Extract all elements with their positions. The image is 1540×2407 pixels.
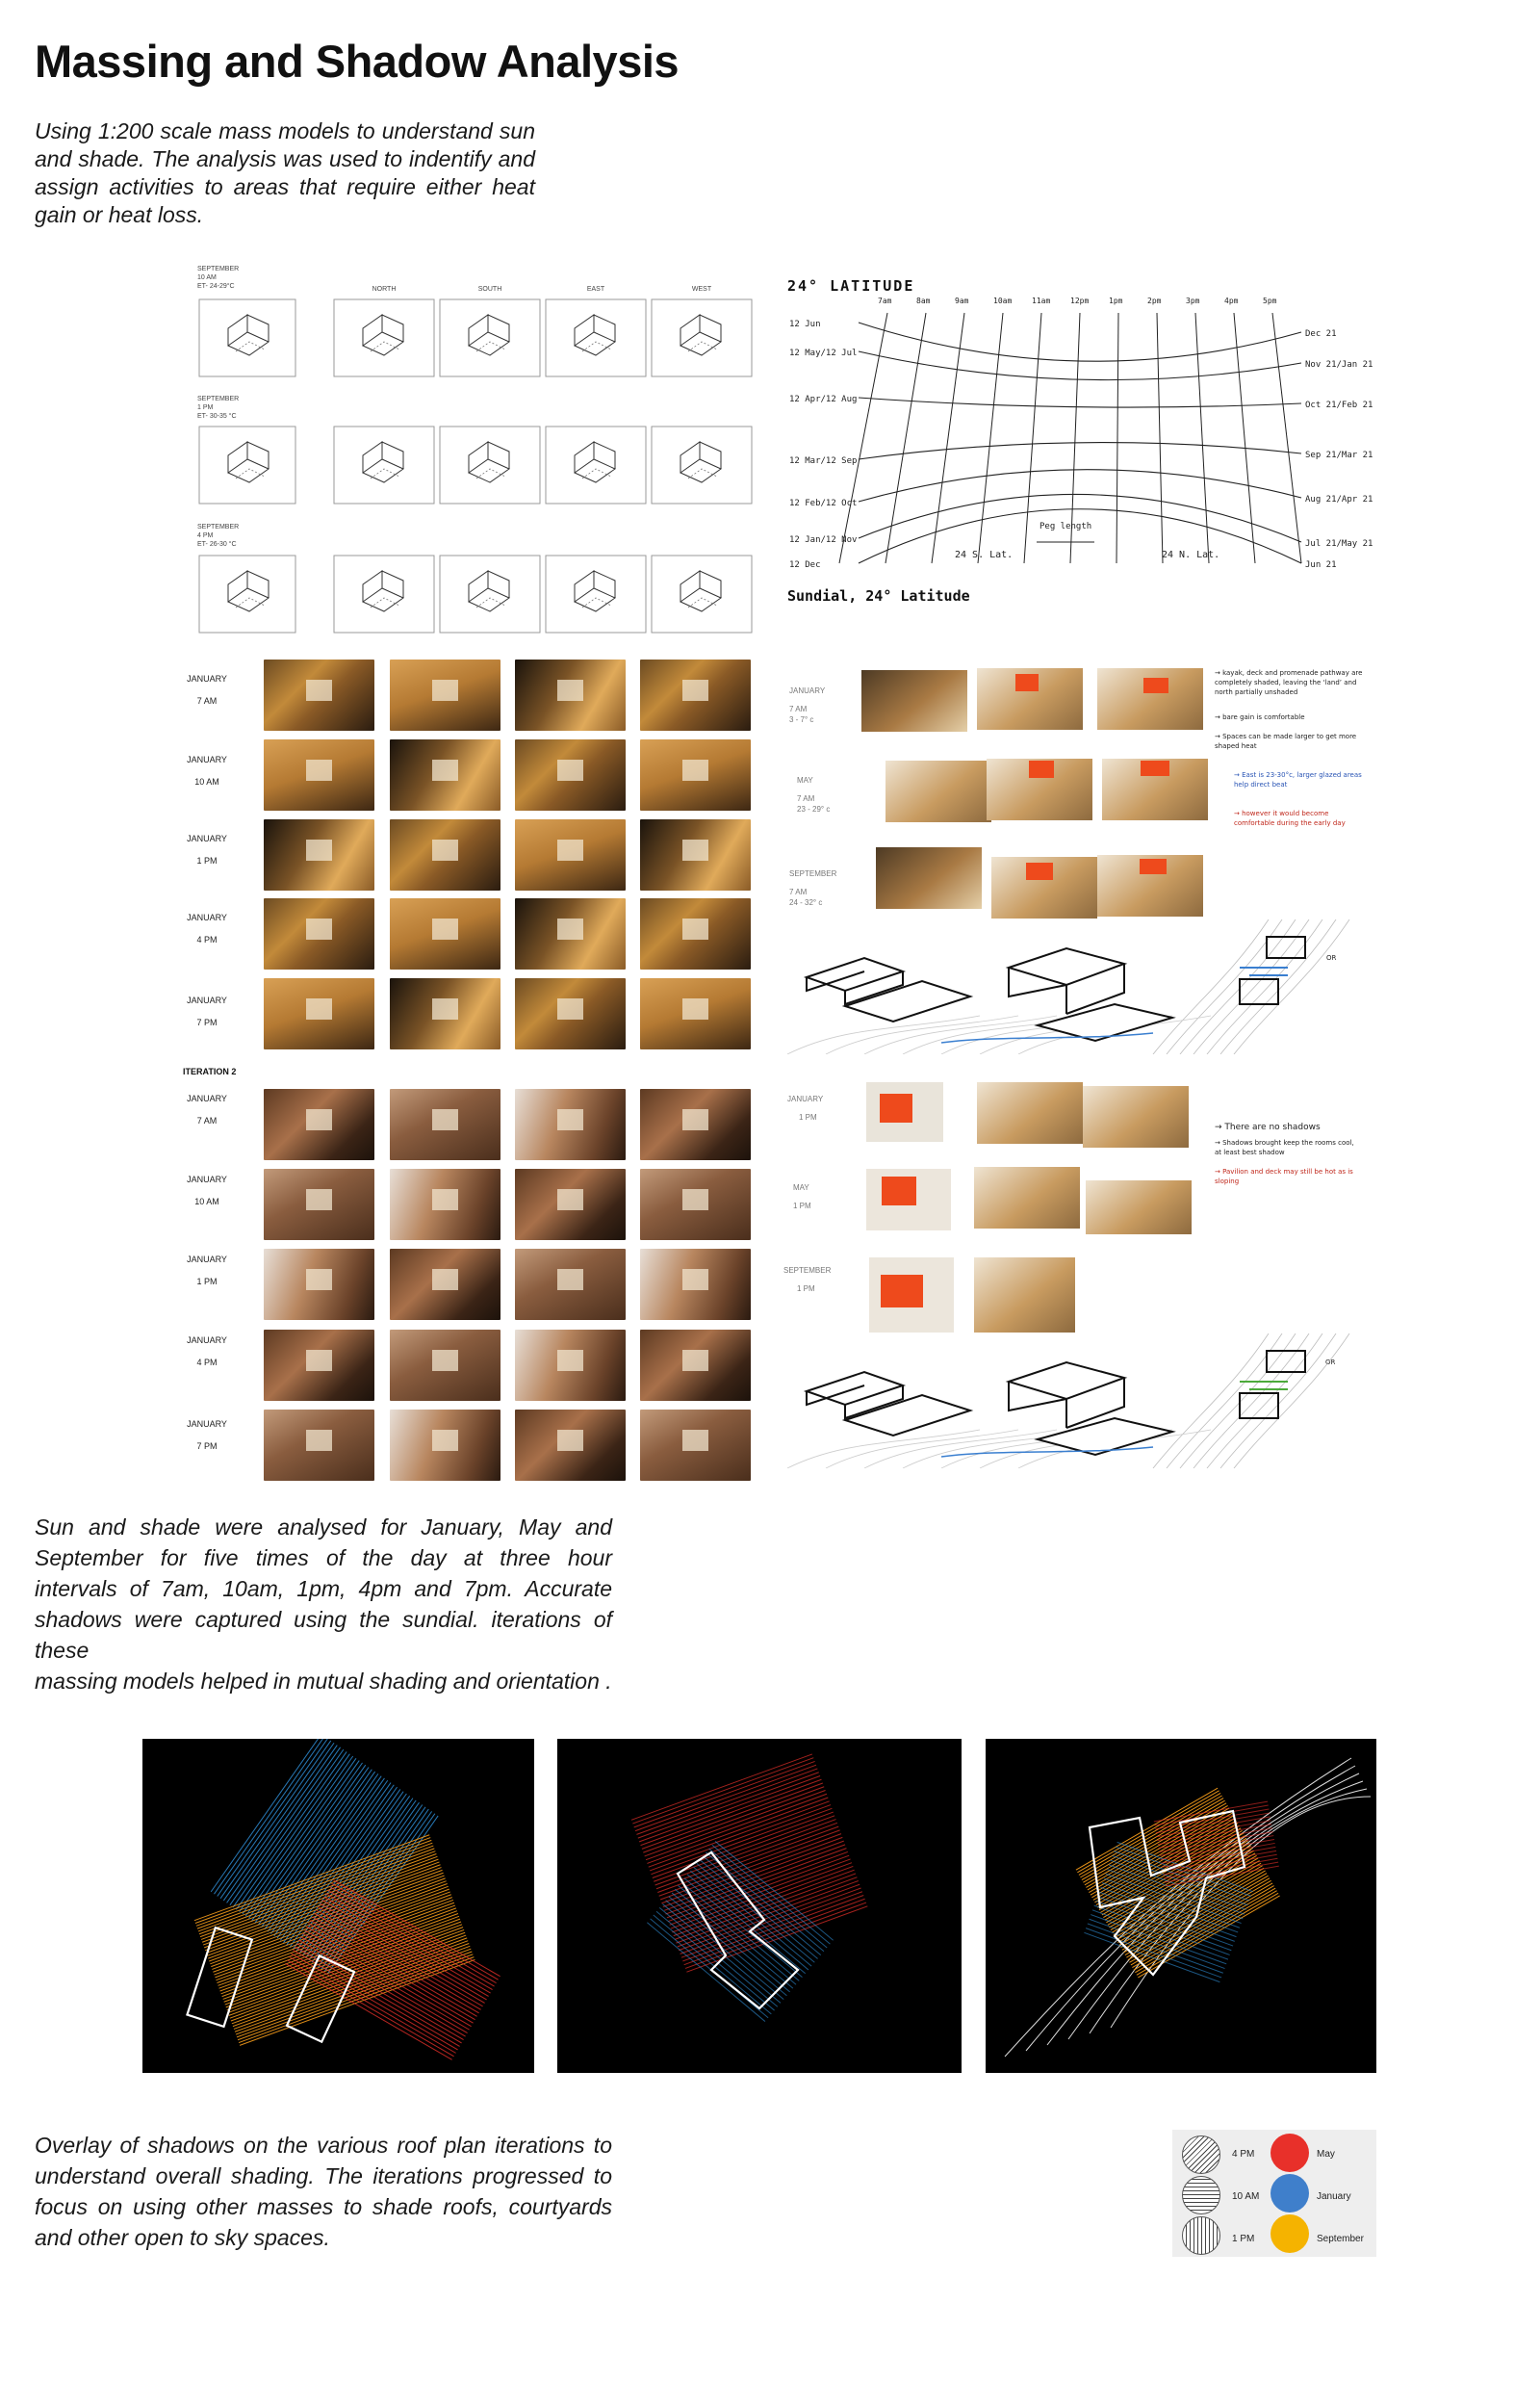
row-time: 1 PM [797,1284,815,1293]
model-photo [390,1169,500,1240]
model-photo [991,857,1097,919]
hatch-line [197,1843,432,1928]
plan-block [1267,937,1305,958]
date-label-right: Jul 21/May 21 [1305,539,1373,549]
hour-label: 11am [1032,297,1051,305]
model-photo [515,1249,626,1320]
date-label-right: Aug 21/Apr 21 [1305,495,1373,505]
date-label-left: 12 Jun [789,320,821,329]
hatch-line [1115,1855,1256,1937]
model-photo [640,1249,751,1320]
sketch-cell [546,299,646,376]
sundial-diagram [782,274,1378,621]
hour-label: 7am [878,297,892,305]
hour-line [1234,313,1255,563]
plan-block [1240,979,1278,1004]
hatch-line [325,1894,492,1990]
or-label: OR [1326,954,1337,962]
hatch-line [255,1765,366,1923]
date-curve [859,398,1301,407]
color-swatch-january [1270,2174,1309,2213]
model-photo [264,1410,374,1481]
latitude-label: 24 S. Lat. [955,550,1014,560]
panel-row-label [789,686,825,725]
hatch-line [304,1930,471,2027]
hatch-line [214,1739,324,1894]
hatch-line [205,1865,440,1951]
para-line: understand overall shading. The iterations progressed to [35,2163,612,2188]
deck-sketch [1038,1004,1172,1041]
row-month: SEPTEMBER [789,869,837,878]
model-photo [640,819,751,891]
massing-sketches [787,919,1365,1054]
shadow-overlay-iteration-1 [142,1739,534,2073]
sketch-cell [334,427,434,504]
model-photo [264,978,374,1049]
hatch-line [211,1739,321,1892]
sketch-drawings [197,265,760,635]
row-time: 10 AM [194,777,219,787]
sketch-cell [199,556,295,633]
hour-label: 2pm [1147,297,1162,305]
model-photo [640,1169,751,1240]
legend-month: May [1317,2149,1335,2160]
sketch-cell [440,556,540,633]
model-photo [515,1410,626,1481]
hour-label: 5pm [1263,297,1277,305]
sketch-cell [334,299,434,376]
contour-line [1234,919,1349,1054]
roof-outline [287,1955,354,2041]
row-month: JANUARY [187,1335,227,1345]
date-label-right: Nov 21/Jan 21 [1305,360,1373,370]
legend-time: 1 PM [1232,2234,1255,2244]
model-photo [866,1082,943,1142]
hatch-line [218,1739,328,1896]
sketch-cell [440,299,540,376]
model-photo [974,1167,1080,1229]
plan-block [1267,1351,1305,1372]
sketch-cell [546,427,646,504]
date-label-right: Jun 21 [1305,560,1337,570]
annotation-note: → Shadows brought keep the rooms cool, at least best shadow [1215,1139,1354,1156]
row-month: JANUARY [187,674,227,684]
sketch-temp: ET- 26-30 °C [197,541,237,548]
model-photo [515,819,626,891]
row-month: JANUARY [187,834,227,843]
annotation-note: → East is 23-30°c, larger glazed areas help direct beat [1234,771,1362,789]
hatch-line [643,1787,824,1852]
sketch-cell [652,556,752,633]
hatch-line [291,1954,457,2050]
photo-row-label [173,674,241,707]
hatch-line [229,1929,464,2015]
contour-line [1234,1333,1349,1468]
hour-label: 1pm [1109,297,1123,305]
sketch-month: SEPTEMBER [197,266,240,272]
hour-line [978,313,1003,563]
hatch-line [287,1960,453,2057]
para-line: and other open to sky spaces. [35,2225,330,2250]
row-time: 7 AM [196,696,218,706]
para-line: Sun and shade were analysed for January, May and [35,1514,612,1540]
row-temp: 3 - 7° c [789,715,814,724]
hatch-line [230,1747,341,1905]
iteration-label: ITERATION 2 [183,1067,237,1076]
model-photo [264,819,374,891]
hatch-line [316,1910,482,2006]
para-line: September for five times of the day at three hour [35,1545,612,1570]
hatch-line [641,1779,822,1845]
model-photo [264,1249,374,1320]
plan-block [1240,1393,1278,1418]
model-photo [640,1089,751,1160]
date-label-right: Sep 21/Mar 21 [1305,451,1373,460]
row-month: JANUARY [187,1094,227,1103]
date-label-right: Dec 21 [1305,329,1337,339]
hatch-line [631,1754,812,1820]
hour-line [1272,313,1301,563]
legend-time: 4 PM [1232,2149,1255,2160]
sketch-time: 10 AM [197,274,217,281]
intro-line: and shade. The analysis was used to indentify and [35,146,535,171]
sketch-header: EAST [586,286,605,293]
hour-label: 10am [993,297,1013,305]
model-photo [264,1330,374,1401]
panel-row-label [797,775,830,815]
shadow-overlay-iteration-2 [557,1739,962,2073]
date-label-right: Oct 21/Feb 21 [1305,401,1373,410]
sketch-grid [197,265,760,635]
annotation-note: → however it would become comfortable during the early day [1234,810,1346,827]
legend-month: September [1317,2234,1364,2244]
hatch-line [302,1933,469,2030]
sketch-header: NORTH [372,286,397,293]
hour-label: 8am [916,297,931,305]
model-photo [866,1169,951,1230]
hatch-line [220,1741,331,1899]
row-month: MAY [793,1183,809,1192]
photo-row-label [173,913,241,945]
hatch-line [201,1853,436,1939]
legend-month: January [1317,2191,1351,2202]
model-photo [640,660,751,731]
sketch-cell [440,427,540,504]
annotation-note: → There are no shadows [1215,1123,1321,1132]
hatch-line [1164,1858,1277,1878]
hatch-line [223,1743,334,1901]
hatch-line [290,1789,400,1947]
sundial-caption: Sundial, 24° Latitude [787,587,970,605]
hatch-line [635,1765,816,1830]
model-photo [1086,1180,1192,1234]
model-photo [1097,668,1203,730]
row-temp: 23 - 29° c [797,805,831,814]
row-month: JANUARY [787,1095,824,1103]
date-label-left: 12 Feb/12 Oct [789,499,858,508]
hatch-line [647,1798,828,1863]
panel-row-label [783,1265,831,1294]
sketch-month: SEPTEMBER [197,524,240,531]
model-photo [977,668,1083,730]
panel-row-label [789,868,836,908]
row-month: JANUARY [187,1175,227,1184]
hour-label: 9am [955,297,969,305]
row-time: 1 PM [196,1277,218,1286]
photo-row-label [173,1419,241,1452]
sketch-cell [199,299,295,376]
plan-highlight [1240,1382,1288,1389]
hatch-swatch [1182,2216,1220,2255]
hatch-line [318,1906,484,2003]
model-photo [515,1330,626,1401]
model-photo [264,660,374,731]
row-time: 7 AM [797,794,815,803]
hatch-line [298,1940,465,2036]
hatch-swatch [1182,2176,1220,2214]
para-line: Overlay of shadows on the various roof plan iterations to [35,2133,612,2158]
hatch-line [202,1856,437,1942]
row-time: 1 PM [196,856,218,866]
para-line: focus on using other masses to shade roofs, courtyards [35,2194,612,2219]
hour-label: 4pm [1224,297,1239,305]
analysis-text [35,1512,612,1696]
model-photo [1102,759,1208,820]
row-month: JANUARY [187,913,227,922]
building-sketch [1009,948,1124,1014]
hatch-line [314,1913,480,2009]
model-photo [390,1089,500,1160]
date-label-left: 12 Mar/12 Sep [789,456,858,466]
hatch-line [1106,1874,1242,1923]
sketch-temp: ET- 24-29°C [197,283,235,290]
contour-line [1026,1766,1355,2051]
row-temp: 24 - 32° c [789,898,823,907]
row-time: 7 AM [196,1116,218,1126]
model-photo [515,739,626,811]
hatch-line [1161,1843,1274,1863]
hatch-line [1096,1824,1238,1905]
model-photo [640,898,751,970]
hatch-line [634,1761,815,1826]
annotation-note: → kayak, deck and promenade pathway are completely shaded, leaving the ‘land’ and north partially unshaded [1215,669,1363,696]
model-photo [390,1249,500,1320]
row-month: SEPTEMBER [783,1266,832,1275]
legend-time: 10 AM [1232,2191,1260,2202]
model-photo [390,660,500,731]
hatch-line [195,1838,430,1924]
model-photo [390,1410,500,1481]
annotation-note: → bare gain is comfortable [1215,713,1305,721]
date-label-left: 12 Apr/12 Aug [789,395,858,404]
model-photo [1097,855,1203,917]
model-photo [515,978,626,1049]
or-label: OR [1325,1359,1336,1366]
photo-row-label [173,1094,241,1126]
hatch-line [639,1775,820,1841]
model-photo [974,1257,1075,1333]
model-photo [390,819,500,891]
sketch-header: SOUTH [477,286,502,293]
color-swatch-may [1270,2134,1309,2172]
sketch-cell [546,556,646,633]
sketch-cell [334,556,434,633]
hatch-line [236,1751,346,1909]
hatch-line [300,1937,467,2033]
model-photo [390,1330,500,1401]
model-photo [515,1169,626,1240]
date-curve [859,470,1301,502]
hatch-line [642,1783,823,1849]
row-month: JANUARY [187,996,227,1005]
sketch-header: WEST [691,286,712,293]
hatch-line [649,1801,830,1867]
sketch-temp: ET- 30-35 °C [197,413,237,420]
hatch-swatch [1182,2135,1220,2174]
photo-row-label [173,1335,241,1368]
hatch-line [651,1808,832,1874]
photo-row-label [173,1255,241,1287]
row-time: 1 PM [799,1113,817,1122]
hour-line [1116,313,1118,563]
intro-line: assign activities to areas that require either heat [35,174,535,199]
hatch-line [638,1773,819,1838]
hatch-line [233,1749,344,1907]
para-line: massing models helped in mutual shading and orientation . [35,1669,612,1694]
hatch-line [636,1769,817,1834]
model-photo [515,1089,626,1160]
sketch-cell [652,299,752,376]
date-curve [859,443,1301,459]
hatch-line [657,1826,838,1892]
hatch-line [645,1791,826,1856]
row-time: 7 AM [789,705,808,713]
model-photo [861,670,967,732]
model-photo [987,759,1092,820]
panel-row-label [793,1182,811,1211]
sketch-cell [652,427,752,504]
sketch-cell [199,427,295,504]
hatch-line [1161,1840,1274,1860]
model-photo [390,978,500,1049]
row-time: 1 PM [793,1202,811,1210]
hatch-line [646,1794,827,1859]
row-time: 7 AM [789,888,808,896]
hatch-line [656,1823,837,1888]
model-photo [264,1089,374,1160]
model-photo [1083,1086,1189,1148]
hatch-line [650,1805,831,1871]
overlay-caption [35,2130,612,2253]
date-label-left: 12 May/12 Jul [789,349,858,358]
photo-row-label [173,996,241,1028]
hour-label: 3pm [1186,297,1200,305]
sundial-title: 24° LATITUDE [787,277,915,295]
hour-line [886,313,926,563]
model-photo [264,739,374,811]
para-line: intervals of 7am, 10am, 1pm, 4pm and 7pm. Accurate [35,1576,612,1601]
para-line: shadows were captured using the sundial. iterations of these [35,1607,612,1663]
row-month: JANUARY [789,686,826,695]
row-month: JANUARY [187,1419,227,1429]
panel-row-label [787,1094,823,1123]
latitude-label: 24 N. Lat. [1162,550,1220,560]
annotation-note: → Spaces can be made larger to get more shaped heat [1215,733,1357,750]
model-photo [515,660,626,731]
row-time: 7 PM [196,1018,218,1027]
hatch-line [1079,1793,1220,1875]
sketch-time: 1 PM [197,404,214,411]
hatch-line [270,1776,381,1934]
model-photo [264,898,374,970]
row-month: JANUARY [187,755,227,764]
date-curve [859,351,1301,380]
model-photo [876,847,982,909]
hour-label: 12pm [1070,297,1090,305]
photo-row-label [173,834,241,867]
row-month: MAY [797,776,813,785]
deck-sketch [1038,1418,1172,1455]
intro-line: gain or heat loss. [35,202,204,227]
model-photo [390,739,500,811]
plan-highlight [1240,968,1288,975]
hatch-line [655,1820,836,1885]
page-title: Massing and Shadow Analysis [35,36,680,87]
building-sketch [1009,1362,1124,1428]
row-time: 4 PM [196,935,218,945]
intro-line: Using 1:200 scale mass models to understand sun [35,118,535,143]
model-photo [390,898,500,970]
date-label-left: 12 Jan/12 Nov [789,535,858,545]
hatch-line [653,1812,834,1877]
hatch-line [632,1758,813,1824]
color-swatch-september [1270,2214,1309,2253]
hatch-line [1104,1878,1240,1928]
model-photo [640,1330,751,1401]
row-time: 10 AM [194,1197,219,1206]
model-photo [640,1410,751,1481]
hatch-line [285,1963,451,2059]
peg-length-label: Peg length [1040,522,1092,531]
hatch-line [227,1746,338,1903]
model-photo [869,1257,954,1333]
hour-line [932,313,964,563]
row-time: 7 PM [196,1441,218,1451]
legend [1172,2130,1376,2257]
photo-row-label [173,1175,241,1207]
sketch-time: 4 PM [197,532,214,539]
hour-line [1157,313,1163,563]
row-time: 4 PM [196,1358,218,1367]
date-label-left: 12 Dec [789,560,821,570]
model-photo [886,761,991,822]
model-photo [515,898,626,970]
intro-text [35,117,535,229]
model-photo [264,1169,374,1240]
sketch-month: SEPTEMBER [197,396,240,402]
model-photo [640,978,751,1049]
model-photo [640,739,751,811]
model-photo [977,1082,1083,1144]
date-curve [859,494,1301,542]
annotation-note: → Pavilion and deck may still be hot as is sloping [1215,1168,1353,1185]
photo-row-label [173,755,241,788]
massing-sketches [787,1333,1365,1468]
row-month: JANUARY [187,1255,227,1264]
shadow-overlay-iteration-3 [986,1739,1376,2073]
date-curve [859,509,1301,563]
